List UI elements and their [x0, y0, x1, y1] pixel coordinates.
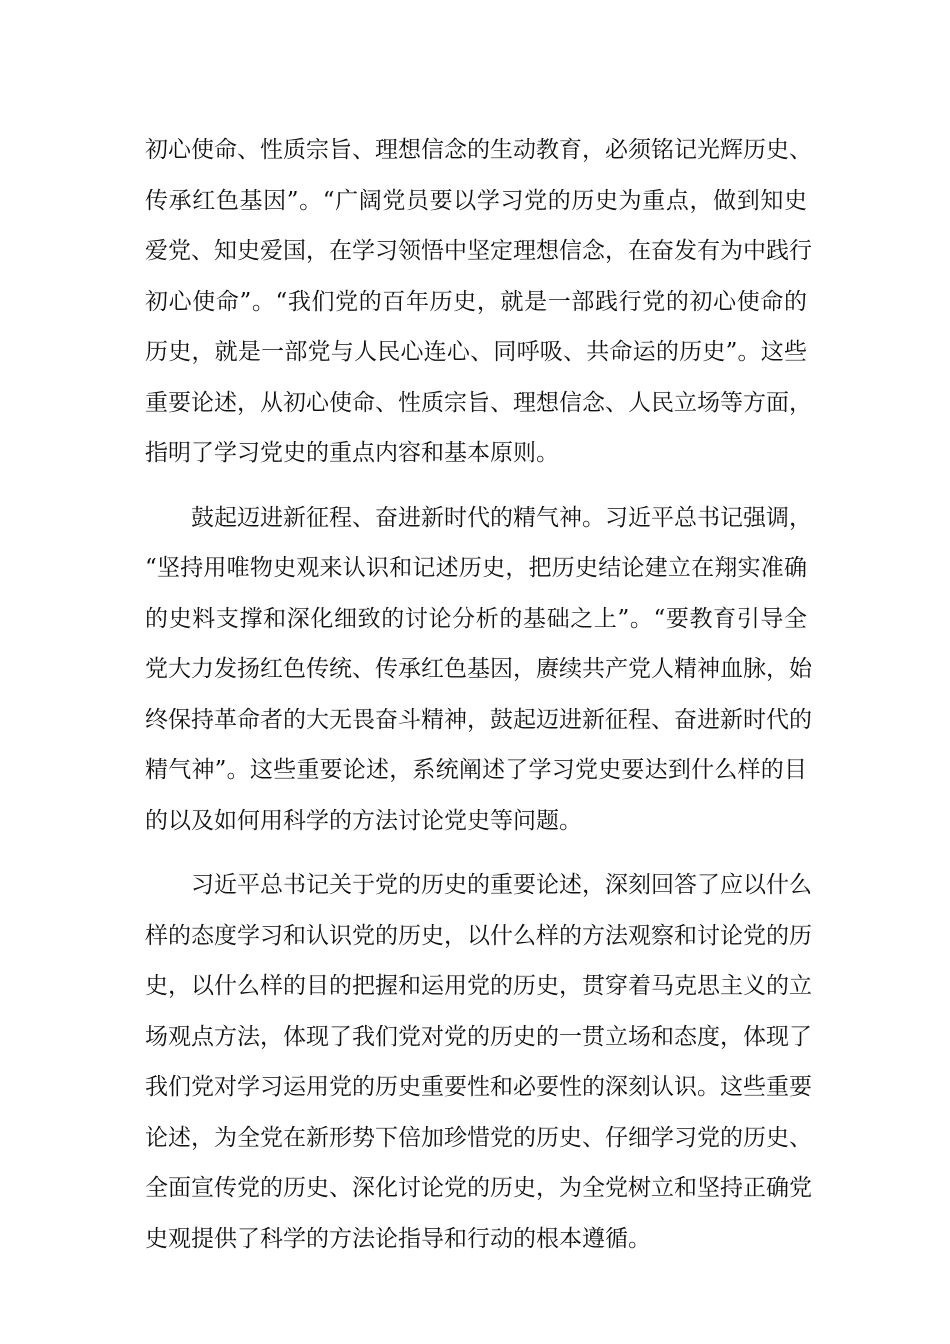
- text-line: 史观提供了科学的方法论指导和行动的根本遵循。: [145, 1225, 651, 1252]
- text-line: 场观点方法，体现了我们党对党的历史的一贯立场和态度，体现了: [145, 1023, 812, 1050]
- text-line: 样的态度学习和认识党的历史，以什么样的方法观察和讨论党的历: [145, 922, 812, 949]
- text-line: 的史料支撑和深化细致的讨论分析的基础之上”。“要教育引导全: [145, 605, 807, 632]
- text-line: 习近平总书记关于党的历史的重要论述，深刻回答了应以什么: [191, 872, 812, 898]
- paragraph-1: [145, 125, 812, 479]
- text-line: 鼓起迈进新征程、奋进新时代的精气神。习近平总书记强调，: [191, 504, 812, 531]
- text-line: 精气神”。这些重要论述，系统阐述了学习党史要达到什么样的目: [145, 757, 807, 783]
- text-line: 史，以什么样的目的把握和运用党的历史，贯穿着马克思主义的立: [145, 973, 812, 999]
- text-line: 党大力发扬红色传统、传承红色基因，赓续共产党人精神血脉，始: [145, 656, 812, 682]
- text-line: 传承红色基因”。“广阔党员要以学习党的历史为重点，做到知史: [145, 187, 807, 214]
- paragraph-2: [145, 493, 812, 847]
- text-line: 终保持革命者的大无畏奋斗精神，鼓起迈进新征程、奋进新时代的: [145, 706, 812, 733]
- text-line: 指明了学习党史的重点内容和基本原则。: [145, 440, 559, 466]
- text-line: 历史，就是一部党与人民心连心、同呼吸、共命运的历史”。这些: [145, 339, 807, 365]
- text-line: 初心使命、性质宗旨、理想信念的生动教育，必须铭记光辉历史、: [145, 137, 812, 163]
- text-line: “坚持用唯物史观来认识和记述历史，把历史结论建立在翔实准确: [145, 555, 807, 581]
- text-line: 重要论述，从初心使命、性质宗旨、理想信念、人民立场等方面，: [145, 389, 812, 416]
- text-line: 全面宣传党的历史、深化讨论党的历史，为全党树立和坚持正确党: [145, 1175, 812, 1201]
- text-line: 的以及如何用科学的方法讨论党史等问题。: [145, 807, 582, 834]
- paragraph-spacing: [145, 846, 807, 860]
- text-line: 论述，为全党在新形势下倍加珍惜党的历史、仔细学习党的历史、: [145, 1124, 812, 1151]
- document-body: [145, 125, 812, 1264]
- text-line: 初心使命”。“我们党的百年历史，就是一部践行党的初心使命的: [145, 288, 807, 315]
- text-line: 爱党、知史爱国，在学习领悟中坚定理想信念，在奋发有为中践行: [145, 238, 812, 264]
- paragraph-spacing: [145, 479, 807, 493]
- text-line: 我们党对学习运用党的历史重要性和必要性的深刻认识。这些重要: [145, 1074, 812, 1100]
- paragraph-3: [145, 860, 812, 1264]
